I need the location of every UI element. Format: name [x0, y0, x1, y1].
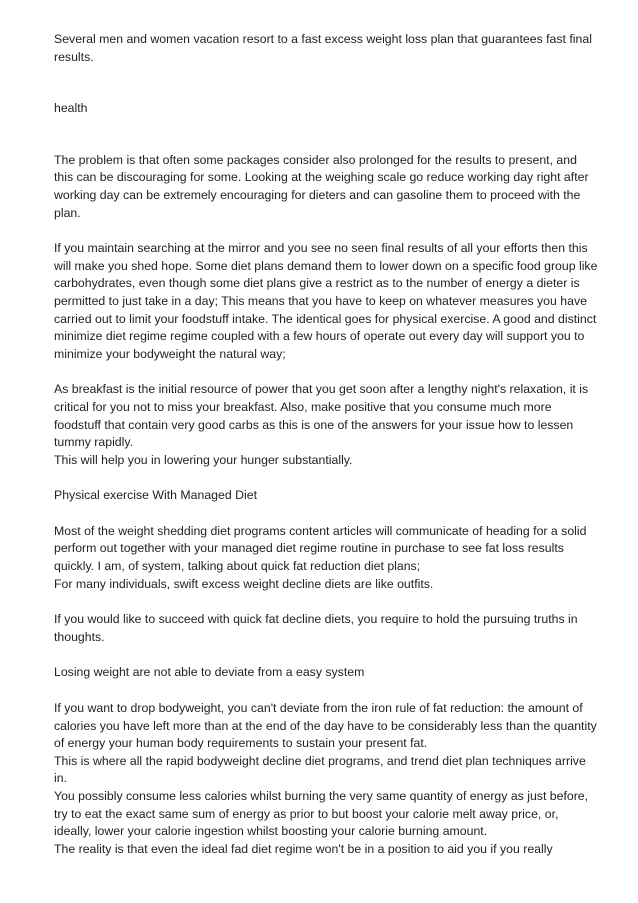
- spacer: [54, 66, 598, 100]
- category-label: health: [54, 101, 88, 116]
- spacer: [54, 222, 598, 240]
- spacer: [54, 118, 598, 152]
- body-paragraph: As breakfast is the initial resource of power that you get soon after a lengthy night's relaxation, it is critical for you not to miss your breakfast. Also, make positive that you consume much more foodstuff that contain very good carbs as this is one of the answers for your issue how to lessen tummy rapidly. This will help you in lowering your hunger substantially.: [54, 382, 589, 467]
- intro-paragraph: Several men and women vacation resort to a fast excess weight loss plan that guarantees fast final results.: [54, 32, 592, 64]
- spacer: [54, 469, 598, 487]
- spacer: [54, 363, 598, 381]
- section-heading: Physical exercise With Managed Diet: [54, 488, 257, 503]
- body-paragraph: Most of the weight shedding diet programs content articles will communicate of heading for a solid perform out together with your managed diet regime routine in purchase to see fat loss results quickly. I am, of system, talking about quick fat reduction diet plans; For many individuals, swift excess weight decline diets are like outfits.: [54, 523, 587, 591]
- spacer: [54, 593, 598, 611]
- body-paragraph: If you maintain searching at the mirror and you see no seen final results of all your efforts then this will make you shed hope. Some diet plans demand them to lower down on a specific food group like carbohydrates, even though some diet plans give a restrict as to the number of energy a dieter is permitted to just take in a day; This means that you have to keep on whatever measures you have carried out to limit your foodstuff intake. The identical goes for physical exercise. A good and distinct minimize diet regime regime coupled with a few hours of operate out every day will support you to minimize your bodyweight the natural way;: [54, 241, 598, 361]
- spacer: [54, 646, 598, 664]
- spacer: [54, 682, 598, 700]
- body-paragraph: If you want to drop bodyweight, you can't deviate from the iron rule of fat reduction: the amount of calories you have left more than at the end of the day have to be considerably less than the quantity of energy your human body requirements to sustain your present fat. This is where all the rapid bodyweight decline diet programs, and trend diet plan techniques arrive in. You possibly consume less calories whilst burning the very same quantity of energy as just before, try to eat the exact same sum of energy as prior to but boost your calorie melt away price, or, ideally, lower your calorie ingestion whilst boosting your calorie burning amount. The reality is that even the ideal fad diet regime won't be in a position to aid you if you really: [54, 701, 597, 856]
- body-paragraph: The problem is that often some packages consider also prolonged for the results to present, and this can be discouraging for some. Looking at the weighing scale go reduce working day right after working day can be extremely encouraging for dieters and can gasoline them to proceed with the plan.: [54, 152, 589, 220]
- body-paragraph: If you would like to succeed with quick fat decline diets, you require to hold the pursuing truths in thoughts.: [54, 612, 578, 644]
- spacer: [54, 505, 598, 523]
- section-heading: Losing weight are not able to deviate from a easy system: [54, 665, 365, 680]
